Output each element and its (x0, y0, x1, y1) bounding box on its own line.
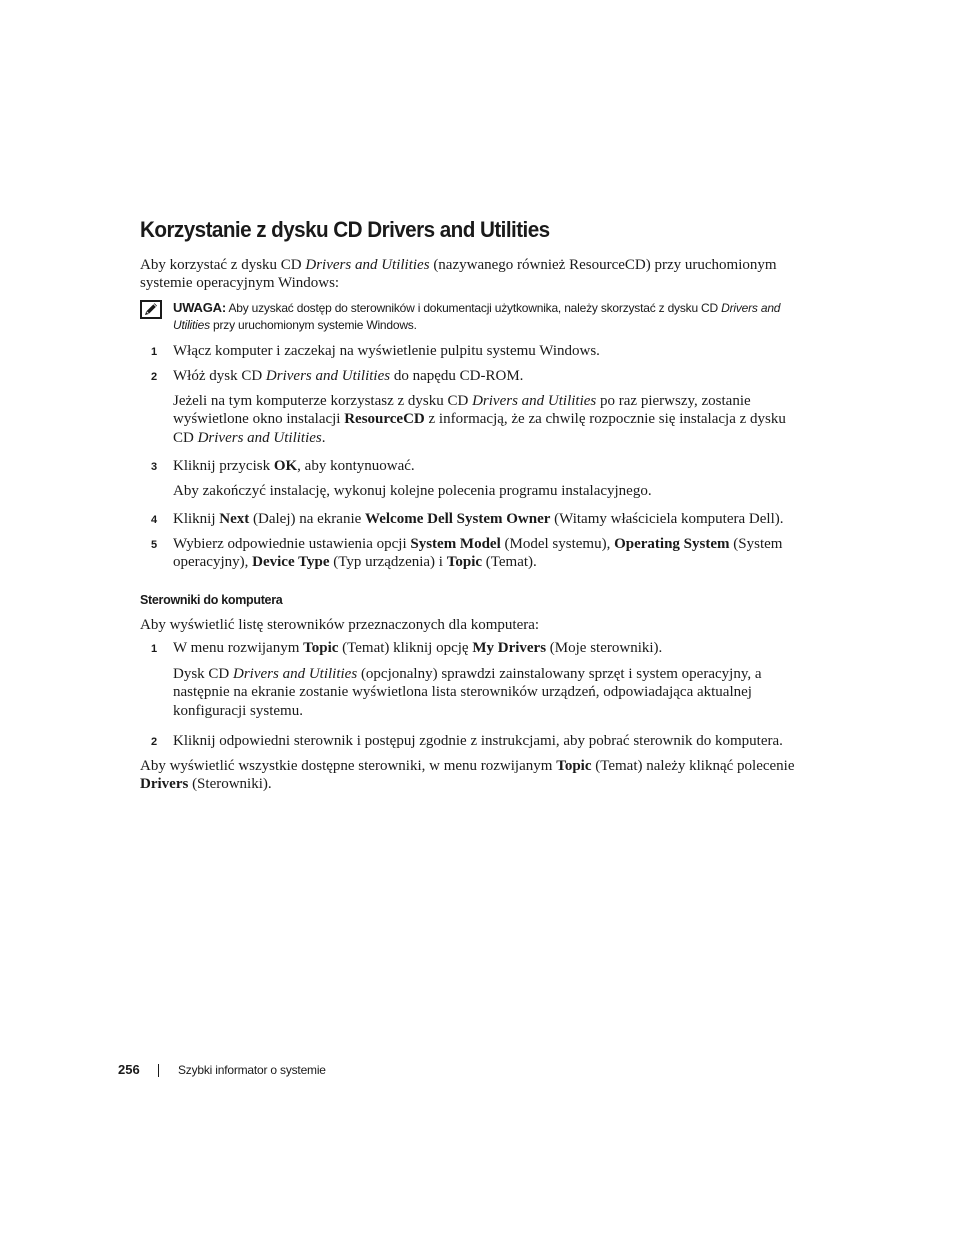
bold-run: System Model (410, 536, 501, 552)
intro-paragraph (140, 256, 840, 293)
bold-run: Drivers (140, 776, 189, 793)
intro-text-2: (nazywanego również ResourceCD) przy uruchomionym (429, 257, 777, 273)
step-text (173, 367, 523, 385)
text-run: po raz pierwszy, zostanie (596, 393, 751, 409)
step-number: 1 (151, 643, 158, 655)
text-run: (Temat) kliknij opcję (338, 640, 473, 656)
intro-italic: Drivers and Utilities (305, 257, 430, 273)
step-number: 3 (151, 461, 158, 473)
text-run: (System (729, 536, 783, 552)
bold-run: Topic (556, 758, 592, 774)
section-intro: Aby wyświetlić listę sterowników przeznaczonych dla komputera: (140, 617, 540, 633)
note-italic-2: Utilities (173, 317, 210, 332)
note-line-1 (173, 300, 813, 317)
step-number: 4 (151, 514, 158, 526)
step-number: 1 (151, 346, 158, 358)
note-box (173, 300, 813, 333)
text-run: (Model systemu), (500, 536, 615, 552)
text-run: (Dalej) na ekranie (249, 511, 366, 527)
text-run: , aby kontynuować. (297, 458, 415, 474)
text-run: Jeżeli na tym komputerze korzystasz z dysku CD (173, 393, 473, 409)
detail-line (173, 665, 762, 683)
step-text (173, 535, 782, 572)
text-run: Wybierz odpowiednie ustawienia opcji (173, 536, 411, 552)
detail-line (173, 392, 786, 410)
bold-run: ResourceCD (344, 411, 425, 428)
italic-run: Drivers and Utilities (233, 666, 358, 682)
step-number: 2 (151, 371, 158, 383)
text-run: do napędu CD-ROM. (390, 368, 524, 384)
page-number: 256 (118, 1062, 140, 1077)
bold-run: Topic (446, 554, 483, 571)
text-run: (Moje sterowniki). (546, 640, 663, 656)
text-run: z informacją, że za chwilę rozpocznie się instalacja z dysku (424, 411, 786, 428)
text-run: Włóż dysk CD (173, 368, 266, 384)
text-run: (Witamy właściciela komputera Dell). (550, 511, 784, 527)
text-run: (opcjonalny) sprawdzi zainstalowany sprzęt i system operacyjny, a (357, 666, 762, 682)
bold-run: Welcome Dell System Owner (365, 511, 551, 527)
bold-run: OK (273, 458, 298, 474)
intro-line-2: systemie operacyjnym Windows: (140, 275, 340, 292)
step-text (173, 510, 783, 528)
closing-paragraph (140, 757, 795, 794)
footer-section-title: Szybki informator o systemie (178, 1063, 326, 1077)
step-text (173, 639, 662, 657)
step-text: Włącz komputer i zaczekaj na wyświetlenie pulpitu systemu Windows. (173, 343, 600, 359)
section-subheading: Sterowniki do komputera (140, 593, 283, 607)
step-text: Kliknij odpowiedni sterownik i postępuj zgodnie z instrukcjami, aby pobrać sterownik do komputera. (173, 733, 783, 749)
bold-run: Operating System (614, 536, 730, 552)
note-line-2 (173, 317, 813, 334)
bold-run: Device Type (252, 554, 330, 571)
bold-run: Next (219, 511, 250, 527)
step-line (173, 535, 782, 553)
step-detail (173, 392, 786, 447)
text-run: Dysk CD (173, 666, 234, 682)
text-run: wyświetlone okno instalacji (173, 411, 345, 428)
closing-line (140, 757, 795, 775)
intro-line-1 (140, 256, 840, 274)
page-title: Korzystanie z dysku CD Drivers and Utilities (140, 217, 550, 242)
bold-run: Topic (303, 640, 339, 656)
text-run: Kliknij (173, 511, 220, 527)
closing-line (140, 775, 795, 793)
step-detail: Aby zakończyć instalację, wykonuj kolejne polecenia programu instalacyjnego. (173, 483, 652, 499)
note-label: UWAGA: (173, 300, 226, 315)
detail-line (173, 410, 786, 428)
note-text: Aby uzyskać dostęp do sterowników i dokumentacji użytkownika, należy skorzystać z dysku CD (225, 301, 722, 315)
italic-run: Drivers and Utilities (197, 429, 322, 446)
text-run: operacyjny), (173, 554, 253, 571)
italic-run: Drivers and Utilities (472, 393, 597, 409)
text-run: (Temat). (482, 554, 537, 571)
step-number: 5 (151, 539, 158, 551)
step-detail (173, 665, 762, 720)
text-run: Aby wyświetlić wszystkie dostępne sterowniki, w menu rozwijanym (140, 758, 557, 774)
step-text (173, 457, 415, 475)
text-run: (Sterowniki). (188, 776, 272, 793)
detail-line: konfiguracji systemu. (173, 702, 303, 719)
text-run: W menu rozwijanym (173, 640, 304, 656)
intro-text: Aby korzystać z dysku CD (140, 257, 306, 273)
detail-line (173, 429, 786, 447)
italic-run: Drivers and Utilities (265, 368, 391, 384)
text-run: Kliknij przycisk (173, 458, 274, 474)
pencil-note-icon (140, 300, 162, 319)
bold-run: My Drivers (472, 640, 547, 656)
footer-divider (158, 1064, 159, 1077)
step-line (173, 553, 782, 571)
detail-line: następnie na ekranie zostanie wyświetlona lista sterowników urządzeń, odpowiadająca aktualnej (173, 684, 752, 701)
step-number: 2 (151, 736, 158, 748)
note-text-2: przy uruchomionym systemie Windows. (209, 317, 417, 332)
text-run: . (321, 429, 326, 446)
text-run: (Typ urządzenia) i (329, 554, 447, 571)
text-run: CD (173, 429, 198, 446)
text-run: (Temat) należy kliknąć polecenie (591, 758, 795, 774)
note-italic: Drivers and (721, 301, 781, 315)
